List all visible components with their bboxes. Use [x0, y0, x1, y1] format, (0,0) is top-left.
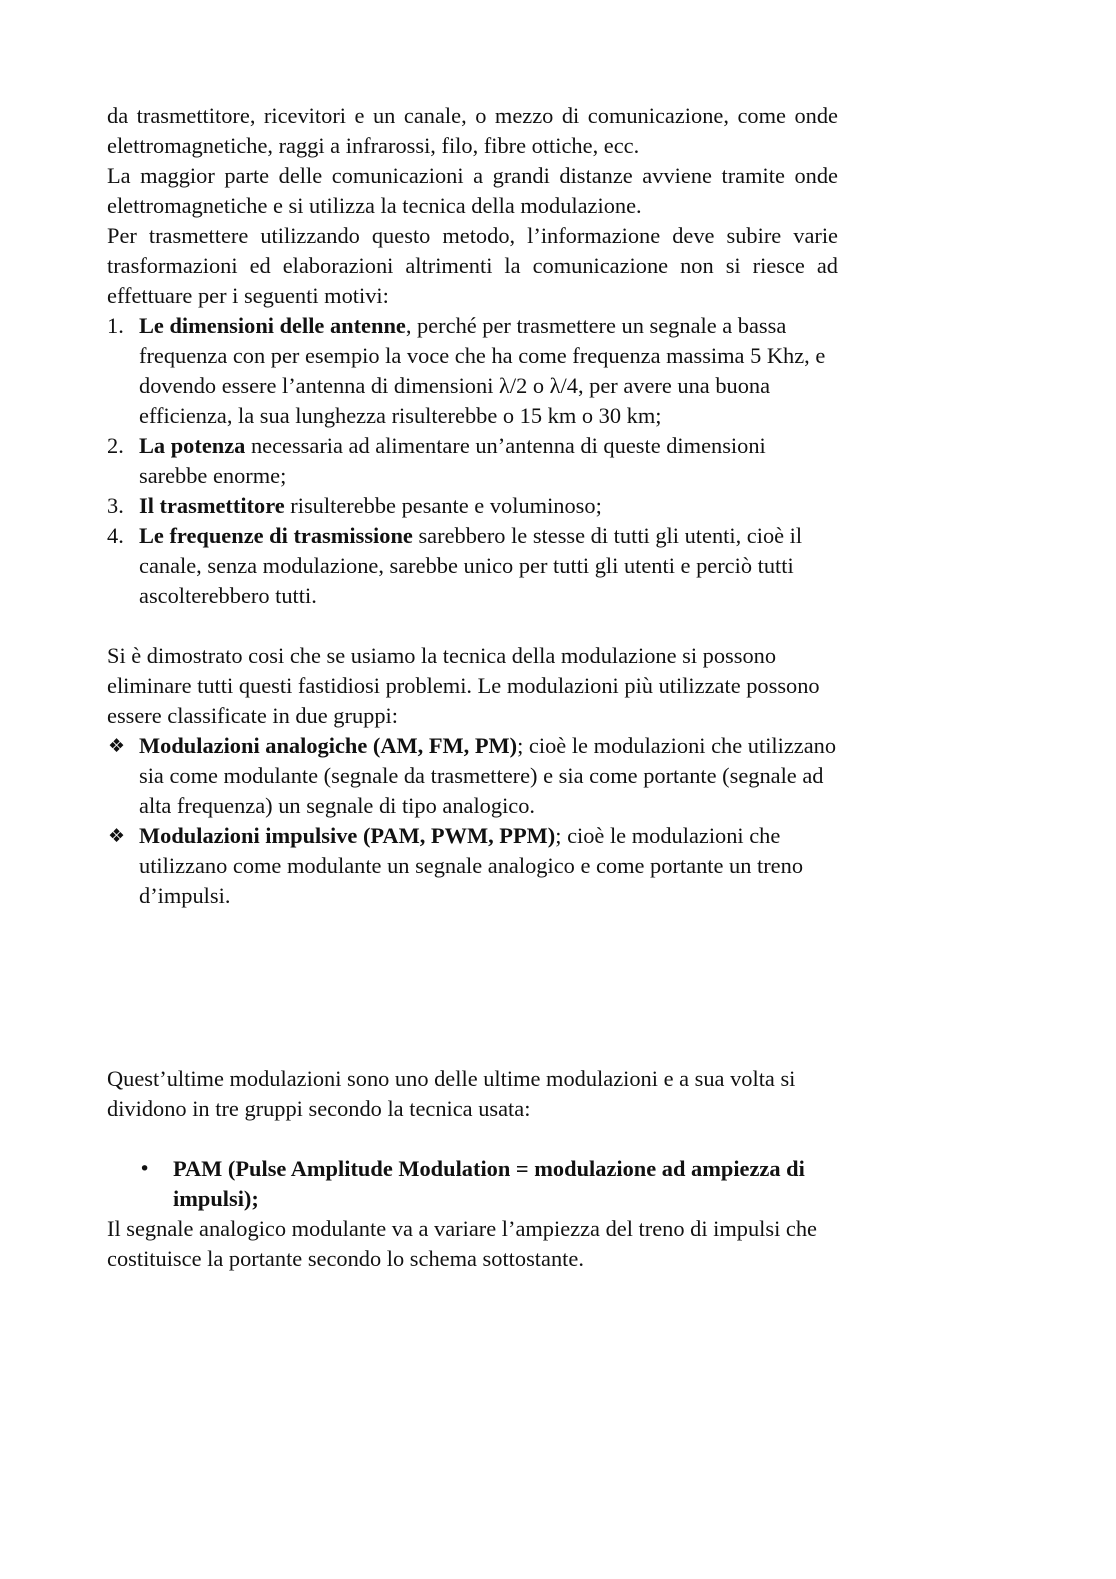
diamond-list-item: [107, 731, 838, 821]
list-item-text: , perché per trasmettere un segnale a bassa frequenza con per esempio la voce che ha come frequenza massima 5 Khz, e dovendo essere l’antenna di dimensioni λ/2 o λ/4, per avere una buona efficienza, la sua lunghezza risulterebbe o 15 km o 30 km;: [139, 313, 826, 428]
list-item-heading: Le dimensioni delle antenne: [139, 313, 406, 338]
paragraph-transformations: Per trasmettere utilizzando questo metodo, l’informazione deve subire varie trasformazioni ed elaborazioni altrimenti la comunicazione non si riesce ad effettuare per i seguenti motivi:: [107, 223, 838, 308]
list-item-heading: PAM (Pulse Amplitude Modulation = modulazione ad ampiezza di impulsi);: [173, 1156, 805, 1211]
paragraph-intro: da trasmettitore, ricevitori e un canale, o mezzo di comunicazione, come onde elettromagnetiche, raggi a infrarossi, filo, fibre ottiche, ecc.: [107, 103, 838, 158]
list-item-heading: Le frequenze di trasmissione: [139, 523, 413, 548]
paragraph-impulsive-groups: Quest’ultime modulazioni sono uno delle ultime modulazioni e a sua volta si dividono in tre gruppi secondo la tecnica usata:: [107, 1066, 796, 1121]
list-item-text: risulterebbe pesante e voluminoso;: [284, 493, 602, 518]
numbered-list: [107, 311, 838, 611]
spacer: [107, 611, 838, 641]
bullet-dot-icon: •: [139, 1158, 151, 1180]
bullet-list-item: [107, 1154, 838, 1214]
list-item-heading: La potenza: [139, 433, 246, 458]
bullet-list: [107, 1154, 838, 1214]
list-number: 2.: [107, 433, 124, 458]
numbered-list-item: [107, 521, 838, 611]
numbered-list-item: [107, 311, 838, 431]
diamond-bullet-icon: ❖: [108, 735, 126, 757]
list-item-heading: Modulazioni analogiche (AM, FM, PM): [139, 733, 518, 758]
diamond-list: [107, 731, 838, 911]
numbered-list-item: [107, 431, 838, 491]
list-item-text: ; cioè le modulazioni che utilizzano come modulante un segnale analogico e come portante un treno d’impulsi.: [139, 823, 804, 908]
list-number: 1.: [107, 313, 124, 338]
paragraph-pam-description: Il segnale analogico modulante va a variare l’ampiezza del treno di impulsi che costituisce la portante secondo lo schema sottostante.: [107, 1216, 817, 1271]
numbered-list-item: [107, 491, 838, 521]
list-number: 4.: [107, 523, 124, 548]
list-item-text: necessaria ad alimentare un’antenna di queste dimensioni sarebbe enorme;: [139, 433, 766, 488]
list-item-text: ; cioè le modulazioni che utilizzano sia come modulante (segnale da trasmettere) e sia come portante (segnale ad alta frequenza) un segnale di tipo analogico.: [139, 733, 837, 818]
list-number: 3.: [107, 493, 124, 518]
list-item-heading: Modulazioni impulsive (PAM, PWM, PPM): [139, 823, 556, 848]
paragraph-long-distance: La maggior parte delle comunicazioni a grandi distanze avviene tramite onde elettromagnetiche e si utilizza la tecnica della modulazione.: [107, 163, 838, 218]
diamond-bullet-icon: ❖: [108, 825, 126, 847]
spacer: [107, 911, 838, 1064]
paragraph-modulation-intro: Si è dimostrato cosi che se usiamo la tecnica della modulazione si possono eliminare tutti questi fastidiosi problemi. Le modulazioni più utilizzate possono essere classificate in due gruppi:: [107, 643, 820, 728]
spacer: [107, 1124, 838, 1154]
list-item-heading: Il trasmettitore: [139, 493, 285, 518]
diamond-list-item: [107, 821, 838, 911]
list-item-text: sarebbero le stesse di tutti gli utenti, cioè il canale, senza modulazione, sarebbe unico per tutti gli utenti e perciò tutti ascolterebbero tutti.: [139, 523, 803, 608]
document-page: [107, 101, 838, 1274]
